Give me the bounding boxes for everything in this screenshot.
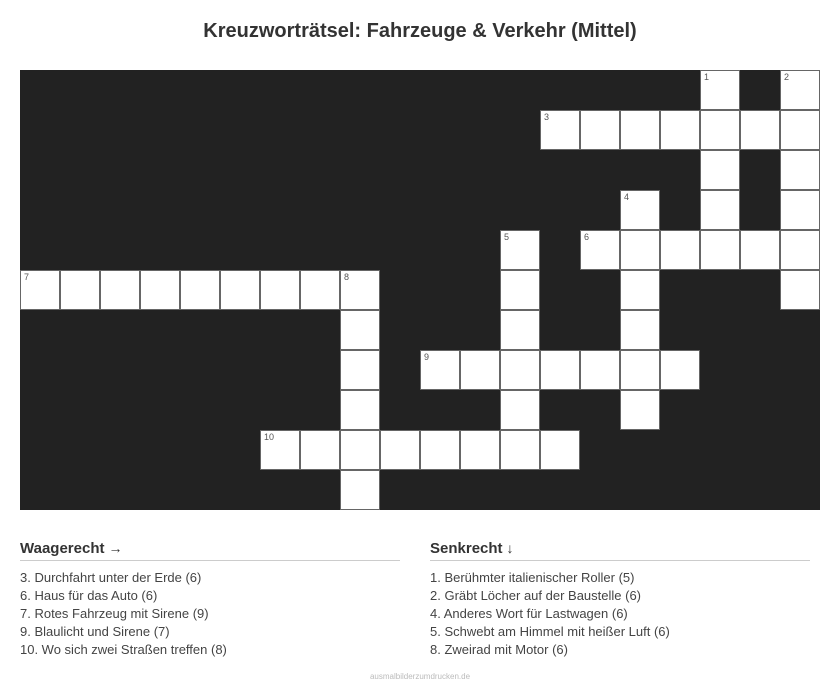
crossword-cell[interactable] [620,270,660,310]
crossword-cell[interactable] [660,110,700,150]
crossword-cell[interactable] [340,270,380,310]
crossword-cell[interactable] [620,350,660,390]
crossword-cell[interactable] [500,350,540,390]
crossword-cell[interactable] [580,110,620,150]
clue-across-9: 9. Blaulicht und Sirene (7) [20,624,170,639]
crossword-cell[interactable] [100,270,140,310]
clue-number: 1 [704,72,710,82]
crossword-cell[interactable] [700,190,740,230]
clue-across-6: 6. Haus für das Auto (6) [20,588,158,603]
crossword-cell[interactable] [260,430,300,470]
crossword-cell[interactable] [660,230,700,270]
crossword-cell[interactable] [500,310,540,350]
crossword-cell[interactable] [580,230,620,270]
crossword-cell[interactable] [620,310,660,350]
crossword-cell[interactable] [780,230,820,270]
across-clues [20,540,400,659]
crossword-cell[interactable] [740,230,780,270]
crossword-cell[interactable] [700,150,740,190]
crossword-cell[interactable] [740,110,780,150]
crossword-cell[interactable] [620,190,660,230]
clue-down-5: 5. Schwebt am Himmel mit heißer Luft (6) [430,624,670,639]
clue-down-2: 2. Gräbt Löcher auf der Baustelle (6) [430,588,642,603]
down-heading-label: Senkrecht [430,540,503,557]
page-title: Kreuzworträtsel: Fahrzeuge & Verkehr (Mittel) [203,20,637,42]
clue-down-4: 4. Anderes Wort für Lastwagen (6) [430,606,628,621]
crossword-cell[interactable] [780,110,820,150]
footer-credit: ausmalbilderzumdrucken.de [369,672,471,681]
crossword-cell[interactable] [700,230,740,270]
crossword-cell[interactable] [700,110,740,150]
clue-down-8: 8. Zweirad mit Motor (6) [430,642,568,657]
crossword-cell[interactable] [780,70,820,110]
clue-number: 2 [784,72,790,82]
clue-number: 5 [504,232,510,242]
clue-across-10: 10. Wo sich zwei Straßen treffen (8) [20,642,227,657]
crossword-cell[interactable] [340,390,380,430]
crossword-cell[interactable] [780,270,820,310]
crossword-cell[interactable] [500,270,540,310]
crossword-cell[interactable] [540,110,580,150]
crossword-cell[interactable] [780,150,820,190]
crossword-cell[interactable] [460,350,500,390]
crossword-cell[interactable] [260,270,300,310]
crossword-cell[interactable] [340,350,380,390]
crossword-cell[interactable] [60,270,100,310]
crossword-cell[interactable] [420,350,460,390]
crossword-cell[interactable] [660,350,700,390]
clue-down-1: 1. Berühmter italienischer Roller (5) [430,570,635,585]
clue-number: 7 [24,272,30,282]
crossword-cell[interactable] [300,430,340,470]
crossword-cell[interactable] [420,430,460,470]
down-arrow-icon: ↓ [506,540,514,556]
crossword-cell[interactable] [700,70,740,110]
crossword-cell[interactable] [620,390,660,430]
crossword-cell[interactable] [340,470,380,510]
crossword-cell[interactable] [620,110,660,150]
crossword-cell[interactable] [580,350,620,390]
down-clues [430,540,810,659]
crossword-cell[interactable] [180,270,220,310]
crossword-cell[interactable] [20,270,60,310]
crossword-cell[interactable] [140,270,180,310]
clue-across-7: 7. Rotes Fahrzeug mit Sirene (9) [20,606,209,621]
crossword-cell[interactable] [540,430,580,470]
clue-across-3: 3. Durchfahrt unter der Erde (6) [20,570,202,585]
clue-number: 10 [264,432,275,442]
clue-number: 9 [424,352,430,362]
clue-number: 4 [624,192,630,202]
crossword-cell[interactable] [500,430,540,470]
across-heading-label: Waagerecht [20,540,105,557]
crossword-cell[interactable] [780,190,820,230]
clue-number: 6 [584,232,590,242]
across-heading [20,540,400,561]
crossword-grid [20,70,820,510]
crossword-cell[interactable] [340,430,380,470]
down-heading [430,540,810,561]
crossword-cell[interactable] [300,270,340,310]
clue-number: 8 [344,272,350,282]
crossword-cell[interactable] [540,350,580,390]
crossword-cell[interactable] [500,390,540,430]
crossword-cell[interactable] [620,230,660,270]
crossword-cell[interactable] [460,430,500,470]
crossword-cell[interactable] [220,270,260,310]
right-arrow-icon: → [108,540,123,556]
crossword-cell[interactable] [500,230,540,270]
clue-number: 3 [544,112,550,122]
crossword-cell[interactable] [380,430,420,470]
crossword-cell[interactable] [340,310,380,350]
